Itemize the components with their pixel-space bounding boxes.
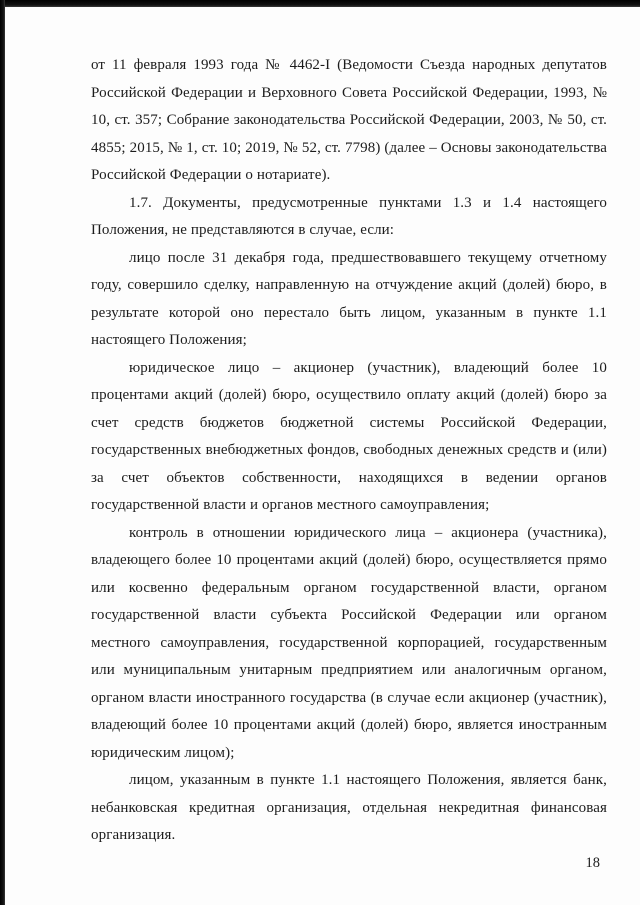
scan-artifact-left-edge	[0, 0, 5, 905]
paragraph: лицом, указанным в пункте 1.1 настоящего Положения, является банк, небанковская кредитная организация, отдельная некредитная финансовая организация.	[91, 772, 607, 843]
paragraph: лицо после 31 декабря года, предшествовавшего текущему отчетному году, совершило сделку, направленную на отчуждение акций (долей) бюро, в результате которой оно перестало быть лицом, указанным в пункте 1.1 настоящего Положения;	[91, 249, 607, 348]
page-content	[91, 52, 607, 850]
paragraph: от 11 февраля 1993 года № 4462-I (Ведомости Съезда народных депутатов Российской Федерации и Верховного Совета Российской Федерации, 1993, № 10, ст. 357; Собрание законодательства Российской Федерации, 2003, № 50, ст. 4855; 2015, № 1, ст. 10; 2019, № 52, ст. 7798) (далее – Основы законодательства Российской Федерации о нотариате).	[91, 57, 607, 183]
paragraph: юридическое лицо – акционер (участник), владеющий более 10 процентами акций (долей) бюро, осуществило оплату акций (долей) бюро за счет средств бюджетов бюджетной системы Российской Федерации, государственных внебюджетных фондов, свободных денежных средств и (или) за счет объектов собственности, находящихся в ведении органов государственной власти и органов местного самоуправления;	[91, 359, 607, 513]
scan-artifact-top-edge	[0, 0, 640, 7]
page-number: 18	[585, 855, 600, 871]
paragraph: контроль в отношении юридического лица – акционера (участника), владеющего более 10 процентами акций (долей) бюро, осуществляется прямо или косвенно федеральным органом государственной власти, органом государственной власти субъекта Российской Федерации или органом местного самоуправления, государственной корпорацией, государственным или муниципальным унитарным предприятием или аналогичным органом, органом власти иностранного государства (в случае если акционер (участник), владеющий более 10 процентами акций (долей) бюро, является иностранным юридическим лицом);	[91, 524, 607, 761]
paragraph: 1.7. Документы, предусмотренные пунктами 1.3 и 1.4 настоящего Положения, не представляются в случае, если:	[91, 194, 607, 238]
